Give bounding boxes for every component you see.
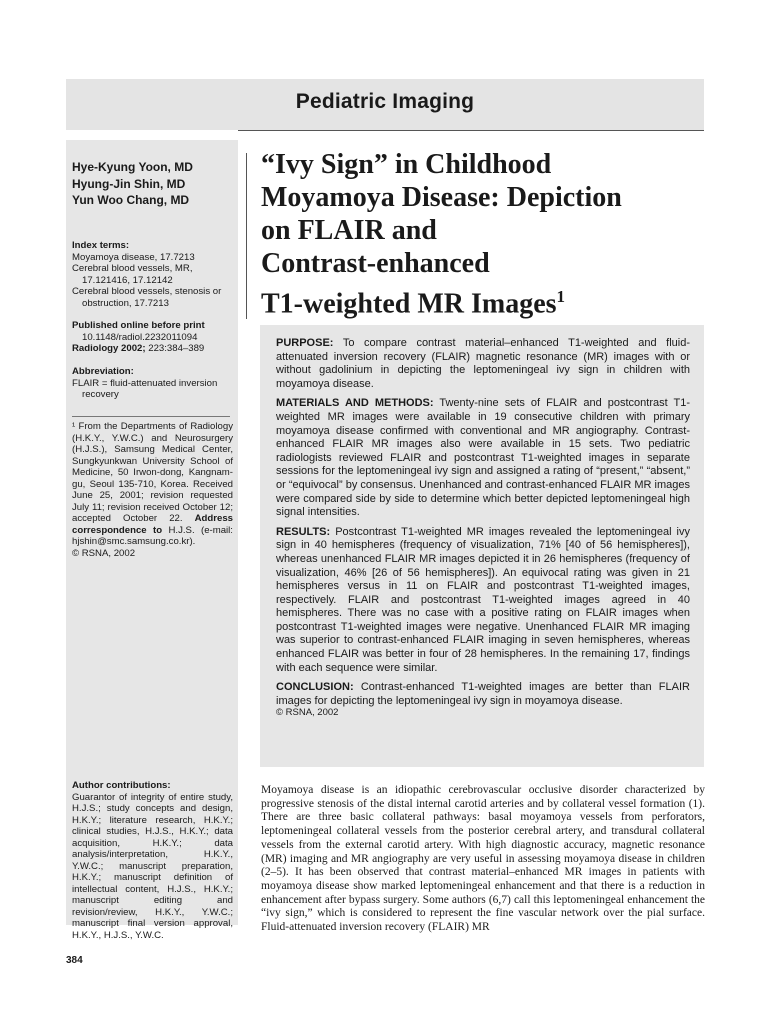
index-term: obstruction, 17.7213 <box>82 297 169 309</box>
purpose-text: To compare contrast material–enhanced T1-weighted and fluid-attenuated inversion recovery (FLAIR) magnetic resonance (MR) images with or without gadolinium in depicting the leptomeningeal ivy sign in children with moyamoya disease. <box>276 337 690 390</box>
author-list <box>72 159 193 209</box>
abstract-results <box>276 526 690 676</box>
abstract-purpose <box>276 337 690 391</box>
contributions-text: Guarantor of integrity of entire study, H.J.S.; study concepts and design, H.K.Y.; literature research, H.K.Y.; clinical studies, H.J.S., H.K.Y.; data acquisition, H.K.Y.; data analysis/interpretation, H.K.Y., Y.W.C.; manuscript preparation, H.K.Y.; manuscript definition of intellectual content, H.J.S., H.K.Y.; manuscript editing and revision/review, H.K.Y., Y.W.C.; manuscript final version approval, H.K.Y., H.J.S., Y.W.C. <box>72 791 233 941</box>
title-line <box>261 280 701 320</box>
abbreviation-heading: Abbreviation: <box>72 366 134 377</box>
abstract-methods <box>276 397 690 519</box>
author-name: Yun Woo Chang, MD <box>72 193 190 207</box>
affiliation-copyright: © RSNA, 2002 <box>72 547 136 559</box>
address-label: Address correspondence to <box>72 513 234 536</box>
address-text: H.J.S. (e-mail: hjshin@smc.samsung.co.kr). <box>72 524 233 547</box>
title-line: “Ivy Sign” in Childhood <box>261 149 552 180</box>
citation <box>72 343 233 355</box>
index-term: Cerebral blood vessels, stenosis or <box>72 286 222 297</box>
title-line: on FLAIR and <box>261 215 437 246</box>
abbreviation-line: FLAIR = fluid-attenuated inversion <box>72 377 218 389</box>
results-text: Postcontrast T1-weighted MR images revealed the leptomeningeal ivy sign in 40 hemispheres (frequency of visualization, 71% [40 of 56 hemispheres]), whereas unenhanced FLAIR MR images depicted it in 26 hemispheres (frequency of visualization, 46% [26 of 56 hemispheres]). An equivocal rating was given in 21 hemispheres versus in 11 on FLAIR and postcontrast T1-weighted images, respectively. FLAIR and postcontrast T1-weighted images agreed in 40 hemispheres. There was no case with a positive rating on FLAIR images when postcontrast T1-weighted images were negative. Unenhanced FLAIR MR imaging was superior to contrast-enhanced FLAIR imaging in seven hemispheres, whereas enhanced FLAIR was better in four of 28 hemispheres. In the remaining 17, findings with each sequence were similar. <box>276 525 690 674</box>
article-title <box>261 148 701 320</box>
abstract <box>276 337 690 720</box>
author-name: Hye-Kyung Yoon, MD <box>72 160 193 174</box>
published-heading: Published online before print <box>72 320 205 331</box>
sidebar-divider <box>72 416 230 417</box>
citation-label: Radiology 2002; <box>72 343 146 354</box>
title-footnote-marker: 1 <box>556 287 566 306</box>
affiliation-text: ¹ From the Departments of Radiology (H.K.Y., Y.W.C.) and Neurosurgery (H.J.S.), Samsung Medical Center, Sungkyunkwan University School of Medicine, 50 Irwon-dong, Kangnam-gu, Seoul 135-710, Korea. Received June 25, 2001; revision requested July 11; revision received October 12; accepted October 22. <box>72 421 233 524</box>
doi: 10.1148/radiol.2232011094 <box>82 331 198 343</box>
publication-info <box>72 320 233 355</box>
results-label: RESULTS: <box>276 525 331 538</box>
page-number: 384 <box>66 955 83 966</box>
purpose-label: PURPOSE: <box>276 337 334 349</box>
methods-label: MATERIALS AND METHODS: <box>276 397 434 410</box>
conclusion-label: CONCLUSION: <box>276 681 354 694</box>
section-title: Pediatric Imaging <box>295 90 475 113</box>
index-term: Cerebral blood vessels, MR, <box>72 263 193 274</box>
title-line: Moyamoya Disease: Depiction <box>261 182 622 213</box>
abbreviation-line: recovery <box>82 389 119 400</box>
index-term: Moyamoya disease, 17.7213 <box>72 251 195 263</box>
title-divider <box>246 153 247 319</box>
contributions-heading: Author contributions: <box>72 780 171 791</box>
section-header <box>66 79 704 130</box>
header-divider <box>238 130 704 131</box>
index-terms <box>72 240 233 309</box>
author-name: Hyung-Jin Shin, MD <box>72 176 186 191</box>
conclusion-text: Contrast-enhanced T1-weighted images are better than FLAIR images for depicting the leptomeningeal ivy sign in moyamoya disease. <box>276 681 690 707</box>
index-term: 17.121416, 17.12142 <box>82 274 173 286</box>
abstract-conclusion <box>276 681 690 708</box>
abstract-copyright: © RSNA, 2002 <box>276 707 339 719</box>
body-paragraph: Moyamoya disease is an idiopathic cerebrovascular occlusive disorder characterized by progressive stenosis of the distal internal carotid arteries and by collateral vessel formation (1). There are three basic collateral pathways: basal moyamoya vessels from perforators, leptomeningeal collateral vessels from the posterior cerebral artery, and transdural collateral vessels from the external carotid artery. With high diagnostic accuracy, magnetic resonance (MR) imaging and MR angiography are very useful in assessing moyamoya disease in children (2–5). It has been observed that contrast material–enhanced MR images in patients with moyamoya disease show marked leptomeningeal enhancement and that there is a reduction in enhancement after bypass surgery. Some authors (6,7) call this leptomeningeal enhancement the “ivy sign,” which is considered to represent the fine vascular network over the pial surface. Fluid-attenuated inversion recovery (FLAIR) MR <box>261 784 705 934</box>
abbreviations <box>72 366 233 401</box>
author-contributions <box>72 780 233 941</box>
index-terms-heading: Index terms: <box>72 240 130 251</box>
methods-text: Twenty-nine sets of FLAIR and postcontrast T1-weighted MR images were available in 19 consecutive children with primary moyamoya disease confirmed with conventional and MR angiography. Contrast-enhanced FLAIR MR images also were available in 15 sets. Two pediatric radiologists reviewed FLAIR and postcontrast T1-weighted images in separate sessions for the leptomeningeal ivy sign and assigned a rating of “present,” “absent,” or “equivocal” by consensus. Unenhanced and contrast-enhanced FLAIR MR images were compared side by side to determine which better depicted leptomeningeal high signal intensities. <box>276 397 690 519</box>
title-text: T1-weighted MR Images <box>261 288 557 320</box>
title-line: Contrast-enhanced <box>261 248 490 279</box>
affiliation-note <box>72 421 233 559</box>
citation-pages: 223:384–389 <box>148 343 205 354</box>
